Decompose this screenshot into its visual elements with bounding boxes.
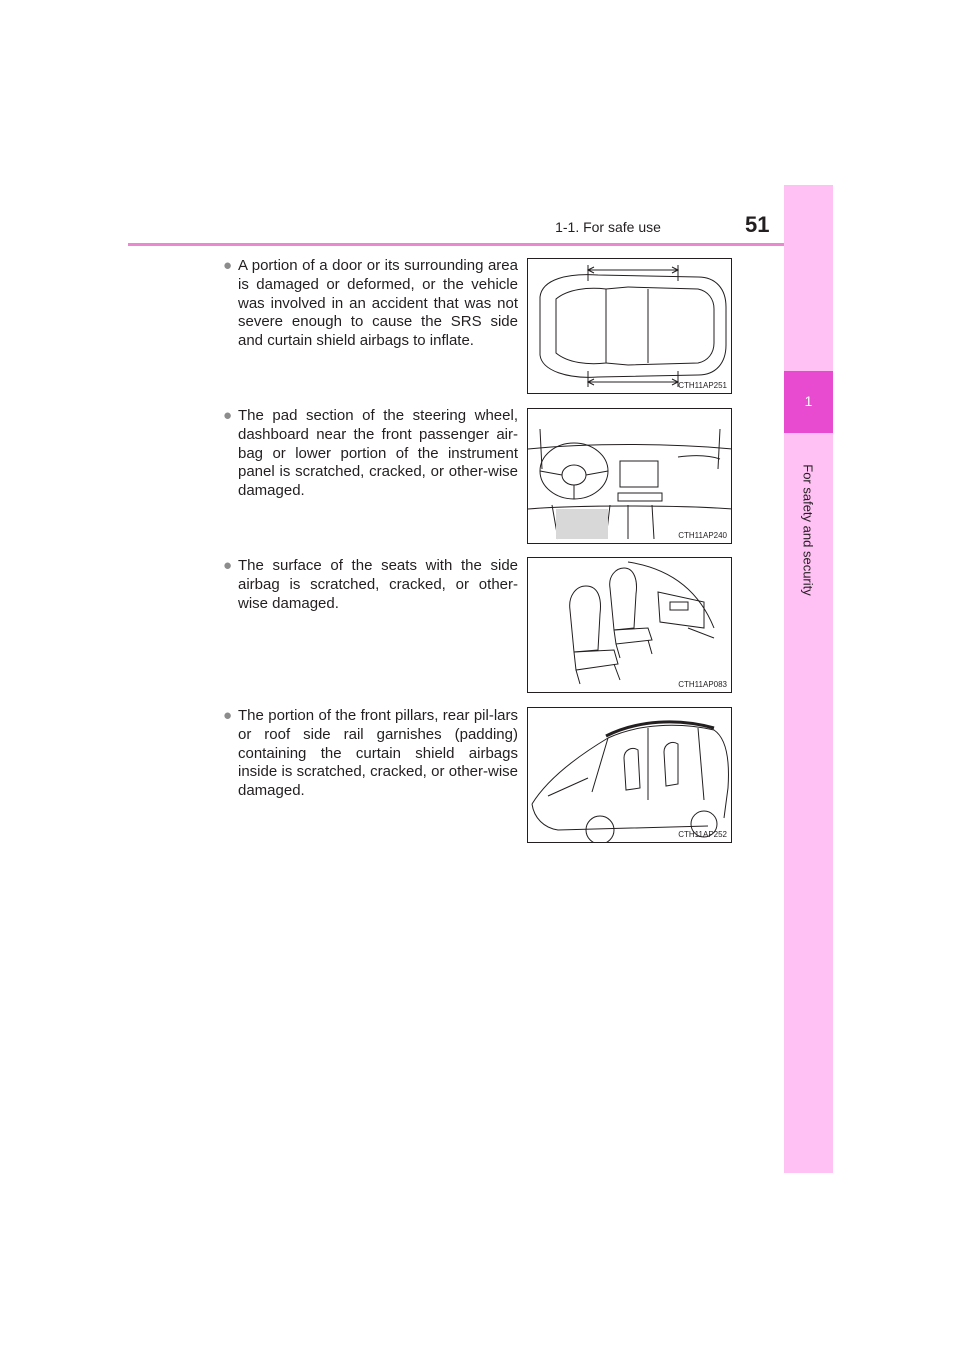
header-rule [128, 243, 833, 246]
bullet-icon: ● [223, 557, 233, 574]
seats-illustration [528, 558, 732, 693]
figure-seats [527, 557, 732, 693]
car-top-view-illustration [528, 259, 732, 394]
chapter-title: For safety and security [800, 464, 816, 596]
list-item [223, 557, 518, 613]
figure-code: CTH11AP083 [678, 680, 727, 689]
chapter-number: 1 [804, 393, 813, 409]
figure-code: CTH11AP240 [678, 531, 727, 540]
chapter-side-tab [784, 185, 833, 1173]
figure-dashboard [527, 408, 732, 544]
section-title: 1-1. For safe use [555, 219, 661, 235]
dashboard-illustration [528, 409, 732, 544]
page-number: 51 [745, 212, 770, 237]
list-item [223, 257, 518, 351]
figure-car-top-view [527, 258, 732, 394]
bullet-icon: ● [223, 707, 233, 724]
car-interior-illustration [528, 708, 732, 843]
item-text: The portion of the front pillars, rear pil-lars or roof side rail garnishes (padding) containing the curtain shield airbags inside is scratched, cracked, or other-wise damaged. [238, 707, 518, 800]
figure-code: CTH11AP252 [678, 830, 727, 839]
item-text: The pad section of the steering wheel, dashboard near the front passenger air-bag or lower portion of the instrument panel is scratched, cracked, or other-wise damaged. [238, 407, 518, 500]
bullet-icon: ● [223, 407, 233, 424]
bullet-icon: ● [223, 257, 233, 274]
item-text: The surface of the seats with the side airbag is scratched, cracked, or other-wise damaged. [238, 557, 518, 612]
figure-code: CTH11AP251 [678, 381, 727, 390]
item-text: A portion of a door or its surrounding area is damaged or deformed, or the vehicle was involved in an accident that was not severe enough to cause the SRS side and curtain shield airbags to inflate. [238, 257, 518, 350]
figure-car-interior [527, 707, 732, 843]
list-item [223, 707, 518, 801]
list-item [223, 407, 518, 501]
